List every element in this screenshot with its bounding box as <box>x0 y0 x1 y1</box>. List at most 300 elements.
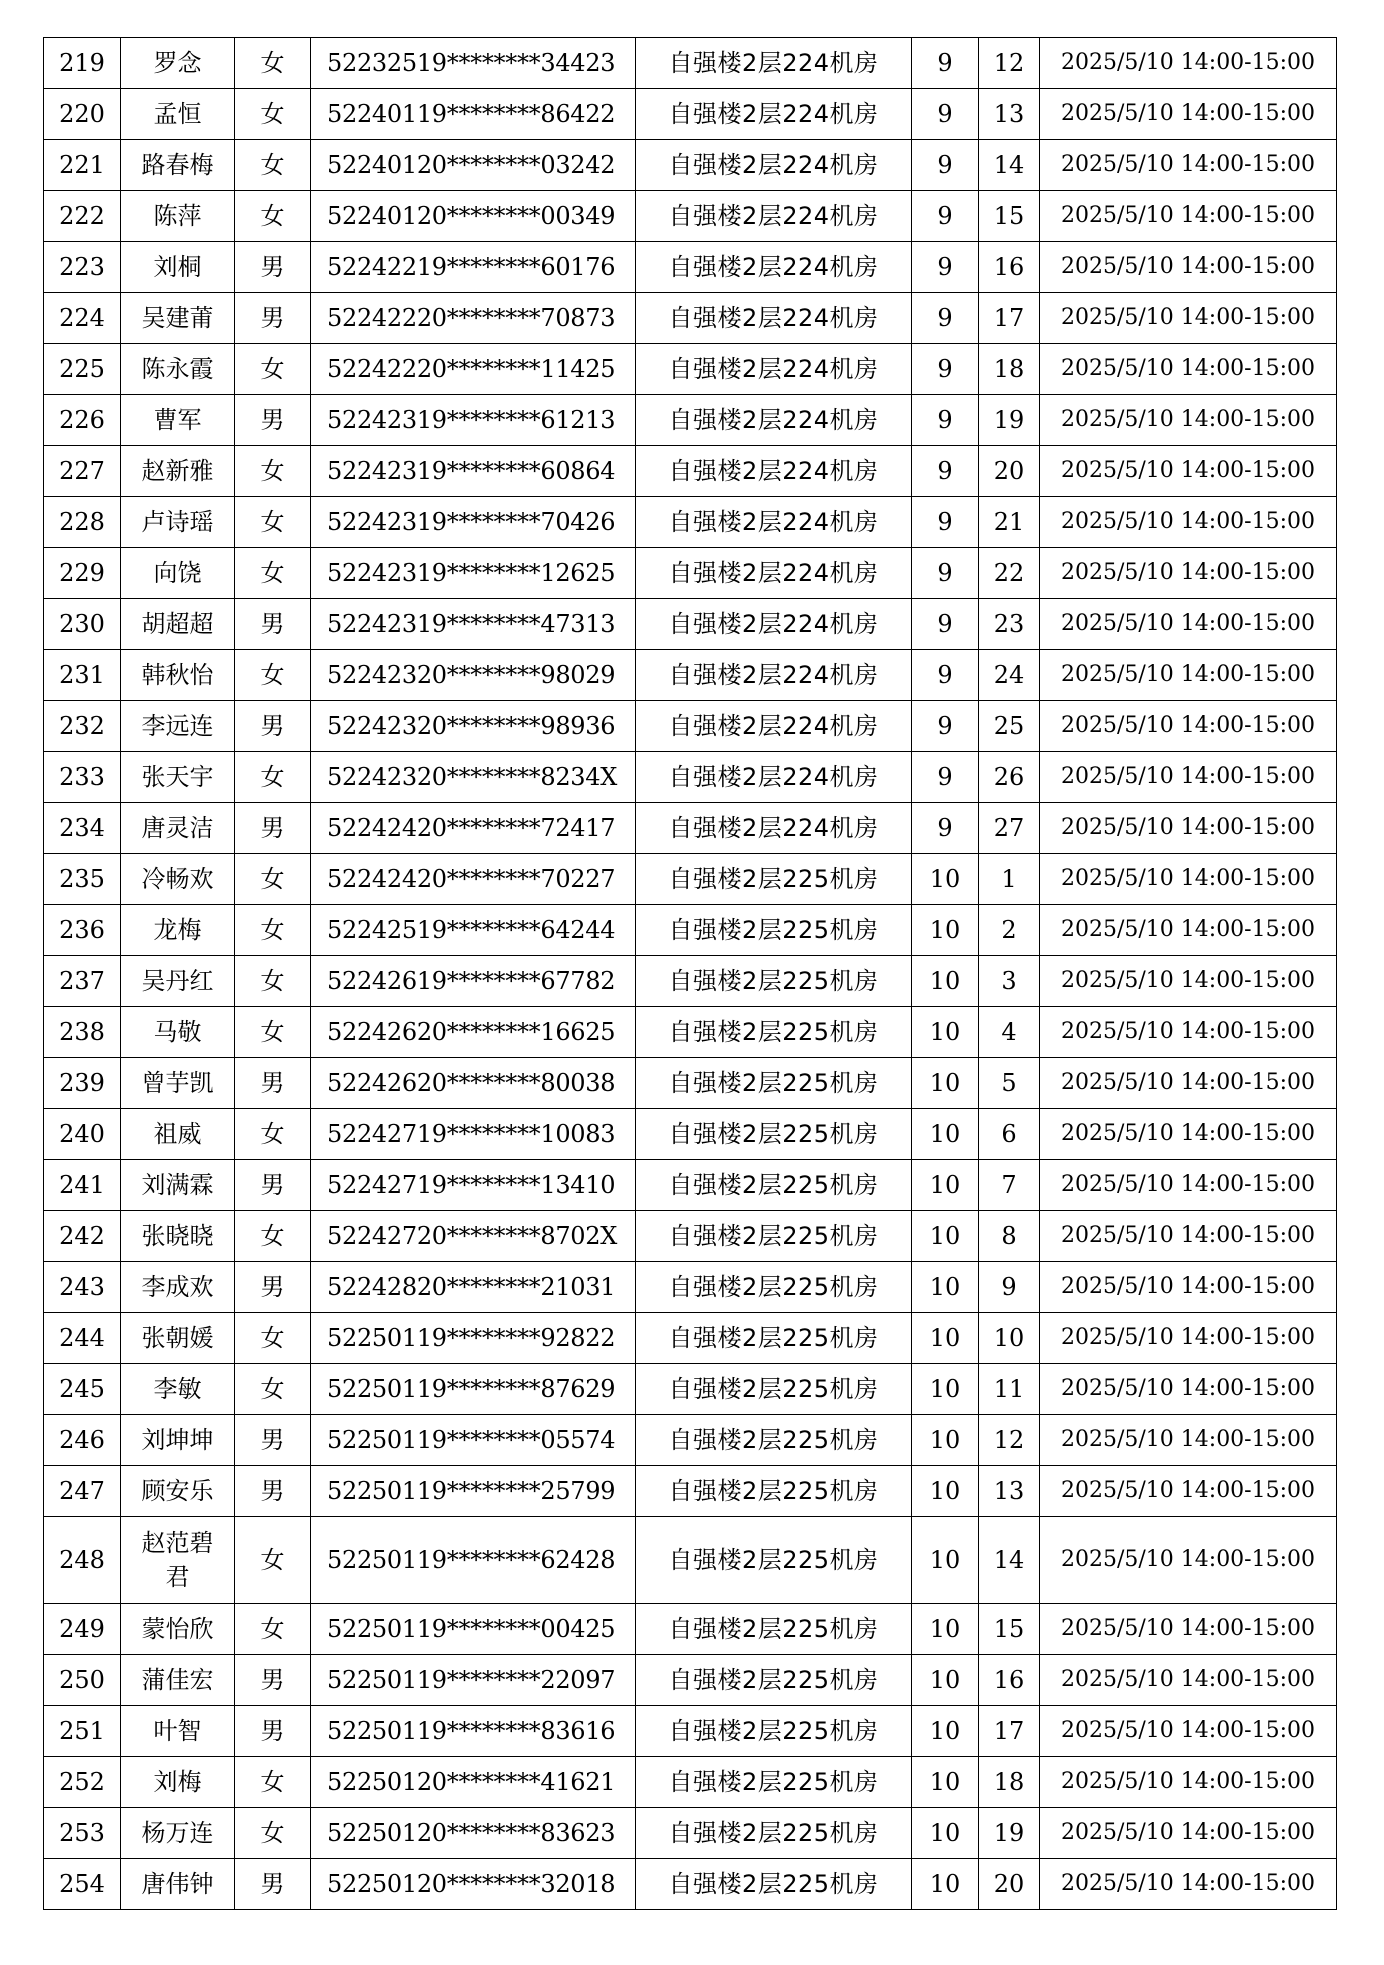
id-number-cell: 52242319********60864 <box>311 446 636 497</box>
name-cell: 吴丹红 <box>121 956 235 1007</box>
table-row <box>44 1859 1337 1910</box>
gender-cell: 女 <box>235 752 311 803</box>
gender-cell: 男 <box>235 1262 311 1313</box>
gender-cell: 女 <box>235 956 311 1007</box>
seat-number-cell: 1 <box>979 854 1040 905</box>
table-row <box>44 1517 1337 1604</box>
name-cell: 祖威 <box>121 1109 235 1160</box>
seat-number-cell: 14 <box>979 140 1040 191</box>
id-number-cell: 52250119********00425 <box>311 1604 636 1655</box>
gender-cell: 女 <box>235 854 311 905</box>
gender-cell: 女 <box>235 38 311 89</box>
name-cell: 刘坤坤 <box>121 1415 235 1466</box>
gender-cell: 女 <box>235 1007 311 1058</box>
seat-number-cell: 11 <box>979 1364 1040 1415</box>
name-cell: 向饶 <box>121 548 235 599</box>
room-group-cell: 10 <box>912 1364 979 1415</box>
row-number-cell: 241 <box>44 1160 121 1211</box>
room-group-cell: 10 <box>912 1517 979 1604</box>
id-number-cell: 52250119********05574 <box>311 1415 636 1466</box>
exam-room-cell: 自强楼2层224机房 <box>636 650 912 701</box>
row-number-cell: 243 <box>44 1262 121 1313</box>
name-cell: 刘桐 <box>121 242 235 293</box>
table-row <box>44 1364 1337 1415</box>
exam-room-cell: 自强楼2层225机房 <box>636 1655 912 1706</box>
row-number-cell: 249 <box>44 1604 121 1655</box>
exam-time-cell: 2025/5/10 14:00-15:00 <box>1040 1160 1337 1211</box>
room-group-cell: 10 <box>912 905 979 956</box>
gender-cell: 女 <box>235 140 311 191</box>
table-row <box>44 956 1337 1007</box>
room-group-cell: 9 <box>912 650 979 701</box>
name-cell: 孟恒 <box>121 89 235 140</box>
exam-time-cell: 2025/5/10 14:00-15:00 <box>1040 956 1337 1007</box>
seat-number-cell: 13 <box>979 1466 1040 1517</box>
table-row <box>44 1058 1337 1109</box>
row-number-cell: 252 <box>44 1757 121 1808</box>
id-number-cell: 52240120********03242 <box>311 140 636 191</box>
seat-number-cell: 4 <box>979 1007 1040 1058</box>
exam-time-cell: 2025/5/10 14:00-15:00 <box>1040 1415 1337 1466</box>
row-number-cell: 232 <box>44 701 121 752</box>
row-number-cell: 229 <box>44 548 121 599</box>
gender-cell: 男 <box>235 1655 311 1706</box>
name-cell: 赵新雅 <box>121 446 235 497</box>
row-number-cell: 254 <box>44 1859 121 1910</box>
gender-cell: 男 <box>235 1859 311 1910</box>
row-number-cell: 235 <box>44 854 121 905</box>
name-cell: 顾安乐 <box>121 1466 235 1517</box>
exam-room-cell: 自强楼2层225机房 <box>636 1160 912 1211</box>
room-group-cell: 9 <box>912 548 979 599</box>
row-number-cell: 231 <box>44 650 121 701</box>
gender-cell: 男 <box>235 701 311 752</box>
name-cell: 吴建莆 <box>121 293 235 344</box>
exam-room-cell: 自强楼2层224机房 <box>636 140 912 191</box>
exam-time-cell: 2025/5/10 14:00-15:00 <box>1040 1706 1337 1757</box>
row-number-cell: 220 <box>44 89 121 140</box>
room-group-cell: 9 <box>912 38 979 89</box>
row-number-cell: 245 <box>44 1364 121 1415</box>
id-number-cell: 52242319********47313 <box>311 599 636 650</box>
seat-number-cell: 16 <box>979 1655 1040 1706</box>
room-group-cell: 10 <box>912 1604 979 1655</box>
exam-room-cell: 自强楼2层224机房 <box>636 344 912 395</box>
exam-time-cell: 2025/5/10 14:00-15:00 <box>1040 344 1337 395</box>
exam-time-cell: 2025/5/10 14:00-15:00 <box>1040 1364 1337 1415</box>
room-group-cell: 10 <box>912 1706 979 1757</box>
exam-room-cell: 自强楼2层224机房 <box>636 89 912 140</box>
gender-cell: 男 <box>235 1058 311 1109</box>
id-number-cell: 52242319********70426 <box>311 497 636 548</box>
exam-room-cell: 自强楼2层224机房 <box>636 599 912 650</box>
seat-number-cell: 21 <box>979 497 1040 548</box>
exam-time-cell: 2025/5/10 14:00-15:00 <box>1040 1859 1337 1910</box>
id-number-cell: 52232519********34423 <box>311 38 636 89</box>
table-row <box>44 1109 1337 1160</box>
exam-time-cell: 2025/5/10 14:00-15:00 <box>1040 905 1337 956</box>
id-number-cell: 52242420********72417 <box>311 803 636 854</box>
exam-time-cell: 2025/5/10 14:00-15:00 <box>1040 1211 1337 1262</box>
room-group-cell: 9 <box>912 89 979 140</box>
exam-room-cell: 自强楼2层225机房 <box>636 1808 912 1859</box>
room-group-cell: 10 <box>912 1262 979 1313</box>
table-row <box>44 293 1337 344</box>
exam-room-cell: 自强楼2层225机房 <box>636 905 912 956</box>
name-cell: 张晓晓 <box>121 1211 235 1262</box>
exam-room-cell: 自强楼2层224机房 <box>636 446 912 497</box>
room-group-cell: 10 <box>912 1859 979 1910</box>
table-row <box>44 1160 1337 1211</box>
exam-room-cell: 自强楼2层225机房 <box>636 1262 912 1313</box>
name-cell: 龙梅 <box>121 905 235 956</box>
id-number-cell: 52242220********70873 <box>311 293 636 344</box>
seat-number-cell: 3 <box>979 956 1040 1007</box>
exam-room-cell: 自强楼2层225机房 <box>636 1364 912 1415</box>
id-number-cell: 52242519********64244 <box>311 905 636 956</box>
exam-room-cell: 自强楼2层225机房 <box>636 1604 912 1655</box>
seat-number-cell: 13 <box>979 89 1040 140</box>
exam-time-cell: 2025/5/10 14:00-15:00 <box>1040 1058 1337 1109</box>
row-number-cell: 230 <box>44 599 121 650</box>
gender-cell: 女 <box>235 497 311 548</box>
room-group-cell: 10 <box>912 1313 979 1364</box>
room-group-cell: 9 <box>912 497 979 548</box>
name-cell: 赵范碧君 <box>121 1517 235 1604</box>
exam-seating-table <box>43 37 1337 1910</box>
table-row <box>44 599 1337 650</box>
row-number-cell: 246 <box>44 1415 121 1466</box>
exam-room-cell: 自强楼2层225机房 <box>636 956 912 1007</box>
exam-room-cell: 自强楼2层224机房 <box>636 701 912 752</box>
name-cell: 张天宇 <box>121 752 235 803</box>
gender-cell: 男 <box>235 293 311 344</box>
room-group-cell: 10 <box>912 1466 979 1517</box>
row-number-cell: 253 <box>44 1808 121 1859</box>
room-group-cell: 9 <box>912 599 979 650</box>
name-cell: 曹军 <box>121 395 235 446</box>
gender-cell: 女 <box>235 344 311 395</box>
exam-time-cell: 2025/5/10 14:00-15:00 <box>1040 803 1337 854</box>
room-group-cell: 9 <box>912 191 979 242</box>
seat-number-cell: 10 <box>979 1313 1040 1364</box>
gender-cell: 女 <box>235 1604 311 1655</box>
room-group-cell: 10 <box>912 1109 979 1160</box>
id-number-cell: 52242219********60176 <box>311 242 636 293</box>
exam-time-cell: 2025/5/10 14:00-15:00 <box>1040 38 1337 89</box>
seat-number-cell: 5 <box>979 1058 1040 1109</box>
seat-number-cell: 12 <box>979 1415 1040 1466</box>
id-number-cell: 52242319********12625 <box>311 548 636 599</box>
seat-number-cell: 16 <box>979 242 1040 293</box>
gender-cell: 男 <box>235 1466 311 1517</box>
exam-time-cell: 2025/5/10 14:00-15:00 <box>1040 854 1337 905</box>
gender-cell: 女 <box>235 1808 311 1859</box>
room-group-cell: 10 <box>912 1058 979 1109</box>
exam-room-cell: 自强楼2层225机房 <box>636 1757 912 1808</box>
id-number-cell: 52242719********13410 <box>311 1160 636 1211</box>
id-number-cell: 52250119********83616 <box>311 1706 636 1757</box>
exam-room-cell: 自强楼2层224机房 <box>636 395 912 446</box>
exam-room-cell: 自强楼2层225机房 <box>636 854 912 905</box>
row-number-cell: 247 <box>44 1466 121 1517</box>
room-group-cell: 9 <box>912 140 979 191</box>
name-cell: 罗念 <box>121 38 235 89</box>
table-row <box>44 1262 1337 1313</box>
gender-cell: 女 <box>235 548 311 599</box>
id-number-cell: 52242620********80038 <box>311 1058 636 1109</box>
table-row <box>44 344 1337 395</box>
table-row <box>44 650 1337 701</box>
row-number-cell: 244 <box>44 1313 121 1364</box>
room-group-cell: 10 <box>912 1211 979 1262</box>
row-number-cell: 234 <box>44 803 121 854</box>
exam-room-cell: 自强楼2层225机房 <box>636 1466 912 1517</box>
table-row <box>44 1706 1337 1757</box>
exam-time-cell: 2025/5/10 14:00-15:00 <box>1040 650 1337 701</box>
seat-number-cell: 14 <box>979 1517 1040 1604</box>
row-number-cell: 238 <box>44 1007 121 1058</box>
table-row <box>44 1466 1337 1517</box>
exam-room-cell: 自强楼2层225机房 <box>636 1859 912 1910</box>
id-number-cell: 52250119********92822 <box>311 1313 636 1364</box>
table-row <box>44 905 1337 956</box>
id-number-cell: 52242720********8702X <box>311 1211 636 1262</box>
row-number-cell: 227 <box>44 446 121 497</box>
row-number-cell: 222 <box>44 191 121 242</box>
exam-time-cell: 2025/5/10 14:00-15:00 <box>1040 1757 1337 1808</box>
exam-time-cell: 2025/5/10 14:00-15:00 <box>1040 1466 1337 1517</box>
exam-room-cell: 自强楼2层225机房 <box>636 1058 912 1109</box>
row-number-cell: 226 <box>44 395 121 446</box>
room-group-cell: 10 <box>912 1808 979 1859</box>
seat-number-cell: 12 <box>979 38 1040 89</box>
table-row <box>44 1808 1337 1859</box>
exam-time-cell: 2025/5/10 14:00-15:00 <box>1040 497 1337 548</box>
row-number-cell: 250 <box>44 1655 121 1706</box>
room-group-cell: 9 <box>912 395 979 446</box>
name-cell: 卢诗瑶 <box>121 497 235 548</box>
id-number-cell: 52242320********8234X <box>311 752 636 803</box>
room-group-cell: 9 <box>912 446 979 497</box>
seat-number-cell: 15 <box>979 1604 1040 1655</box>
exam-time-cell: 2025/5/10 14:00-15:00 <box>1040 1655 1337 1706</box>
table-row <box>44 854 1337 905</box>
seat-number-cell: 7 <box>979 1160 1040 1211</box>
exam-time-cell: 2025/5/10 14:00-15:00 <box>1040 1007 1337 1058</box>
name-cell: 杨万连 <box>121 1808 235 1859</box>
row-number-cell: 240 <box>44 1109 121 1160</box>
id-number-cell: 52250119********87629 <box>311 1364 636 1415</box>
row-number-cell: 237 <box>44 956 121 1007</box>
exam-room-cell: 自强楼2层224机房 <box>636 191 912 242</box>
name-cell: 曾芋凯 <box>121 1058 235 1109</box>
table-row <box>44 1313 1337 1364</box>
id-number-cell: 52242620********16625 <box>311 1007 636 1058</box>
seat-number-cell: 9 <box>979 1262 1040 1313</box>
table-row <box>44 1211 1337 1262</box>
name-cell: 蒙怡欣 <box>121 1604 235 1655</box>
row-number-cell: 251 <box>44 1706 121 1757</box>
row-number-cell: 219 <box>44 38 121 89</box>
gender-cell: 女 <box>235 650 311 701</box>
name-cell: 蒲佳宏 <box>121 1655 235 1706</box>
exam-room-cell: 自强楼2层224机房 <box>636 293 912 344</box>
exam-time-cell: 2025/5/10 14:00-15:00 <box>1040 752 1337 803</box>
seat-number-cell: 26 <box>979 752 1040 803</box>
gender-cell: 女 <box>235 905 311 956</box>
row-number-cell: 224 <box>44 293 121 344</box>
name-cell: 唐灵洁 <box>121 803 235 854</box>
row-number-cell: 233 <box>44 752 121 803</box>
table-row <box>44 242 1337 293</box>
gender-cell: 女 <box>235 1109 311 1160</box>
room-group-cell: 10 <box>912 1160 979 1211</box>
name-cell: 李远连 <box>121 701 235 752</box>
seat-number-cell: 25 <box>979 701 1040 752</box>
exam-room-cell: 自强楼2层224机房 <box>636 548 912 599</box>
id-number-cell: 52250119********25799 <box>311 1466 636 1517</box>
row-number-cell: 221 <box>44 140 121 191</box>
name-cell: 张朝媛 <box>121 1313 235 1364</box>
exam-time-cell: 2025/5/10 14:00-15:00 <box>1040 701 1337 752</box>
seat-number-cell: 22 <box>979 548 1040 599</box>
room-group-cell: 10 <box>912 1757 979 1808</box>
id-number-cell: 52242319********61213 <box>311 395 636 446</box>
name-cell: 路春梅 <box>121 140 235 191</box>
name-cell: 刘梅 <box>121 1757 235 1808</box>
exam-time-cell: 2025/5/10 14:00-15:00 <box>1040 548 1337 599</box>
exam-time-cell: 2025/5/10 14:00-15:00 <box>1040 89 1337 140</box>
seat-number-cell: 2 <box>979 905 1040 956</box>
exam-room-cell: 自强楼2层224机房 <box>636 752 912 803</box>
id-number-cell: 52242420********70227 <box>311 854 636 905</box>
room-group-cell: 9 <box>912 344 979 395</box>
room-group-cell: 10 <box>912 854 979 905</box>
exam-time-cell: 2025/5/10 14:00-15:00 <box>1040 1517 1337 1604</box>
id-number-cell: 52250120********83623 <box>311 1808 636 1859</box>
exam-time-cell: 2025/5/10 14:00-15:00 <box>1040 1808 1337 1859</box>
seat-number-cell: 20 <box>979 1859 1040 1910</box>
room-group-cell: 10 <box>912 1007 979 1058</box>
table-row <box>44 191 1337 242</box>
name-cell: 陈萍 <box>121 191 235 242</box>
room-group-cell: 10 <box>912 956 979 1007</box>
exam-time-cell: 2025/5/10 14:00-15:00 <box>1040 1604 1337 1655</box>
id-number-cell: 52242220********11425 <box>311 344 636 395</box>
exam-time-cell: 2025/5/10 14:00-15:00 <box>1040 1262 1337 1313</box>
table-row <box>44 1757 1337 1808</box>
room-group-cell: 9 <box>912 803 979 854</box>
name-cell: 叶智 <box>121 1706 235 1757</box>
row-number-cell: 225 <box>44 344 121 395</box>
exam-room-cell: 自强楼2层225机房 <box>636 1517 912 1604</box>
gender-cell: 男 <box>235 242 311 293</box>
table-row <box>44 497 1337 548</box>
seat-number-cell: 20 <box>979 446 1040 497</box>
name-cell: 冷畅欢 <box>121 854 235 905</box>
exam-time-cell: 2025/5/10 14:00-15:00 <box>1040 140 1337 191</box>
exam-room-cell: 自强楼2层224机房 <box>636 497 912 548</box>
id-number-cell: 52242320********98029 <box>311 650 636 701</box>
row-number-cell: 223 <box>44 242 121 293</box>
seat-number-cell: 18 <box>979 344 1040 395</box>
seat-number-cell: 17 <box>979 1706 1040 1757</box>
seat-number-cell: 27 <box>979 803 1040 854</box>
name-cell: 韩秋怡 <box>121 650 235 701</box>
id-number-cell: 52242719********10083 <box>311 1109 636 1160</box>
name-cell: 陈永霞 <box>121 344 235 395</box>
row-number-cell: 239 <box>44 1058 121 1109</box>
row-number-cell: 248 <box>44 1517 121 1604</box>
exam-room-cell: 自强楼2层224机房 <box>636 38 912 89</box>
table-row <box>44 1655 1337 1706</box>
name-cell: 马敬 <box>121 1007 235 1058</box>
table-row <box>44 140 1337 191</box>
id-number-cell: 52250120********32018 <box>311 1859 636 1910</box>
seat-number-cell: 17 <box>979 293 1040 344</box>
table-row <box>44 548 1337 599</box>
exam-room-cell: 自强楼2层224机房 <box>636 803 912 854</box>
exam-time-cell: 2025/5/10 14:00-15:00 <box>1040 599 1337 650</box>
seat-number-cell: 15 <box>979 191 1040 242</box>
name-cell: 刘满霖 <box>121 1160 235 1211</box>
room-group-cell: 10 <box>912 1655 979 1706</box>
gender-cell: 男 <box>235 1706 311 1757</box>
gender-cell: 女 <box>235 1517 311 1604</box>
gender-cell: 男 <box>235 1415 311 1466</box>
seat-number-cell: 19 <box>979 1808 1040 1859</box>
exam-room-cell: 自强楼2层225机房 <box>636 1706 912 1757</box>
room-group-cell: 9 <box>912 293 979 344</box>
exam-time-cell: 2025/5/10 14:00-15:00 <box>1040 242 1337 293</box>
gender-cell: 男 <box>235 803 311 854</box>
exam-time-cell: 2025/5/10 14:00-15:00 <box>1040 1313 1337 1364</box>
table-row <box>44 395 1337 446</box>
gender-cell: 女 <box>235 1211 311 1262</box>
gender-cell: 女 <box>235 446 311 497</box>
id-number-cell: 52242619********67782 <box>311 956 636 1007</box>
id-number-cell: 52240120********00349 <box>311 191 636 242</box>
table-row <box>44 803 1337 854</box>
exam-time-cell: 2025/5/10 14:00-15:00 <box>1040 446 1337 497</box>
table-row <box>44 446 1337 497</box>
room-group-cell: 10 <box>912 1415 979 1466</box>
exam-time-cell: 2025/5/10 14:00-15:00 <box>1040 395 1337 446</box>
exam-room-cell: 自强楼2层225机房 <box>636 1211 912 1262</box>
id-number-cell: 52242320********98936 <box>311 701 636 752</box>
exam-room-cell: 自强楼2层225机房 <box>636 1007 912 1058</box>
id-number-cell: 52250120********41621 <box>311 1757 636 1808</box>
id-number-cell: 52250119********62428 <box>311 1517 636 1604</box>
room-group-cell: 9 <box>912 701 979 752</box>
gender-cell: 女 <box>235 89 311 140</box>
name-cell: 李敏 <box>121 1364 235 1415</box>
id-number-cell: 52240119********86422 <box>311 89 636 140</box>
table-row <box>44 1007 1337 1058</box>
room-group-cell: 9 <box>912 242 979 293</box>
exam-time-cell: 2025/5/10 14:00-15:00 <box>1040 1109 1337 1160</box>
gender-cell: 女 <box>235 1364 311 1415</box>
table-row <box>44 1415 1337 1466</box>
gender-cell: 女 <box>235 1313 311 1364</box>
room-group-cell: 9 <box>912 752 979 803</box>
exam-room-cell: 自强楼2层225机房 <box>636 1415 912 1466</box>
seat-number-cell: 23 <box>979 599 1040 650</box>
id-number-cell: 52242820********21031 <box>311 1262 636 1313</box>
exam-time-cell: 2025/5/10 14:00-15:00 <box>1040 293 1337 344</box>
seat-number-cell: 6 <box>979 1109 1040 1160</box>
